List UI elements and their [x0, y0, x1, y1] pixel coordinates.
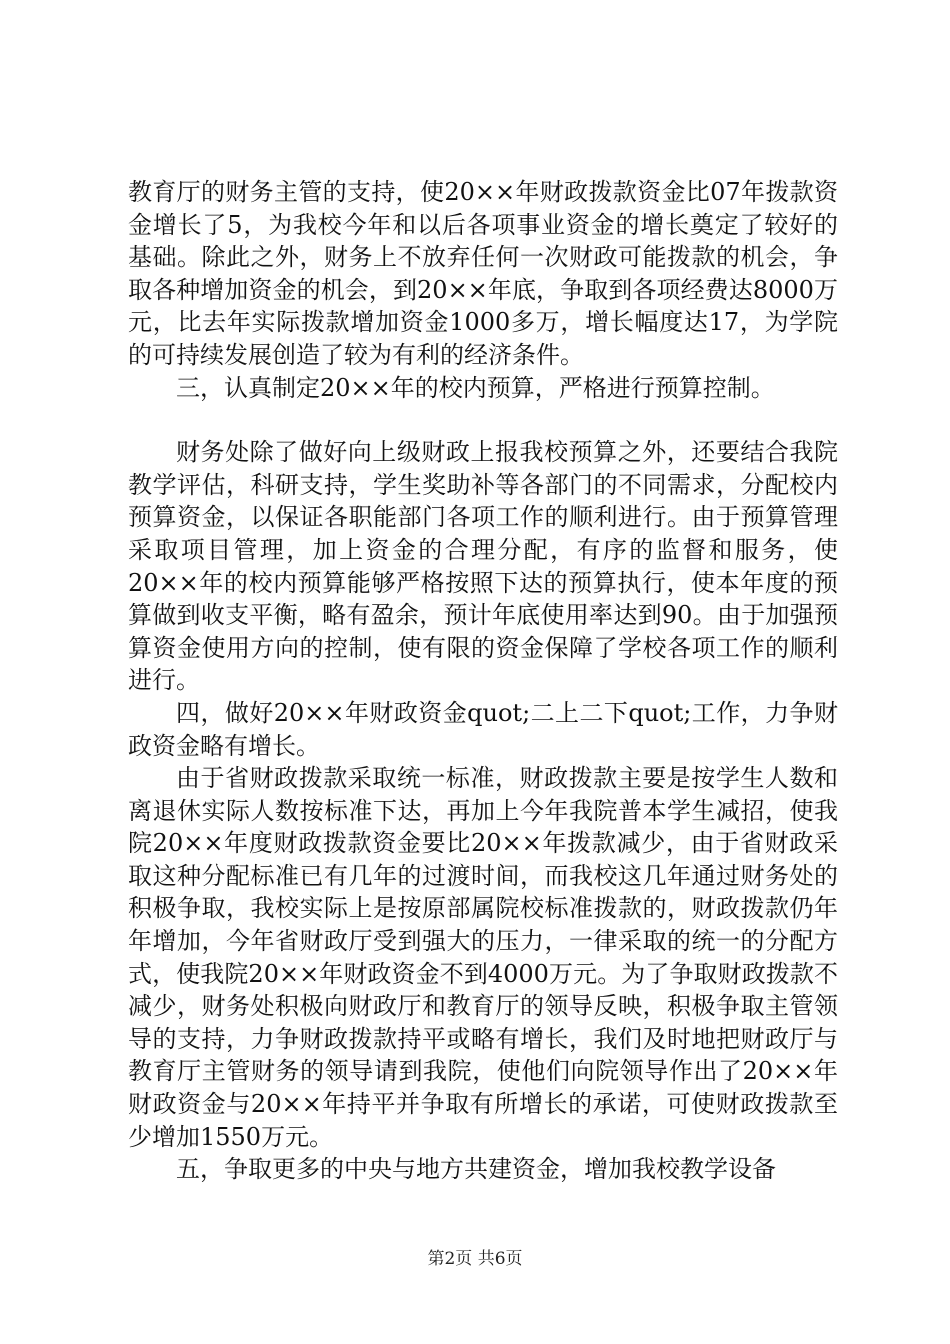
section-heading-3: 三，认真制定20××年的校内预算，严格进行预算控制。 — [176, 373, 775, 402]
page-number-footer: 第2页 共6页 — [427, 1249, 523, 1269]
paragraph-continuation: 教育厅的财务主管的支持，使20××年财政拨款资金比07年拨款资金增长了5，为我校今年和以后各项事业资金的增长奠定了较好的基础。除此之外，财务上不放弃任何一次财政可能拨款的机会，争取各种增加资金的机会，到20××年底，争取到各项经费达8000万元，比去年实际拨款增加资金1000多万，增长幅度达17，为学院的可持续发展创造了较为有利的经济条件。 — [128, 178, 838, 369]
paragraph-budget: 财务处除了做好向上级财政上报我校预算之外，还要结合我院教学评估，科研支持，学生奖助补等各部门的不同需求，分配校内预算资金，以保证各职能部门各项工作的顺利进行。由于预算管理采取项目管理，加上资金的合理分配，有序的监督和服务，使20××年的校内预算能够严格按照下达的预算执行，使本年度的预算做到收支平衡，略有盈余，预计年底使用率达到90。由于加强预算资金使用方向的控制，使有限的资金保障了学校各项工作的顺利进行。 — [128, 438, 838, 695]
section-heading-5: 五，争取更多的中央与地方共建资金，增加我校教学设备 — [176, 1155, 776, 1184]
paragraph-gap — [128, 404, 838, 436]
paragraph-funding: 由于省财政拨款采取统一标准，财政拨款主要是按学生人数和离退休实际人数按标准下达，再加上今年我院普本学生减招，使我院20××年度财政拨款资金要比20××年拨款减少，由于省财政采取这种分配标准已有几年的过渡时间，而我校这几年通过财务处的积极争取，我校实际上是按原部属院校标准拨款的，财政拨款仍年年增加，今年省财政厅受到强大的压力，一律采取的统一的分配方式，使我院20××年财政资金不到4000万元。为了争取财政拨款不减少，财务处积极向财政厅和教育厅的领导反映，积极争取主管领导的支持，力争财政拨款持平或略有增长，我们及时地把财政厅与教育厅主管财务的领导请到我院，使他们向院领导作出了20××年财政资金与20××年持平并争取有所增长的承诺，可使财政拨款至少增加1550万元。 — [128, 764, 838, 1151]
section-heading-4: 四，做好20××年财政资金quot;二上二下quot;工作，力争财政资金略有增长。 — [128, 698, 838, 760]
document-body — [128, 176, 838, 1186]
